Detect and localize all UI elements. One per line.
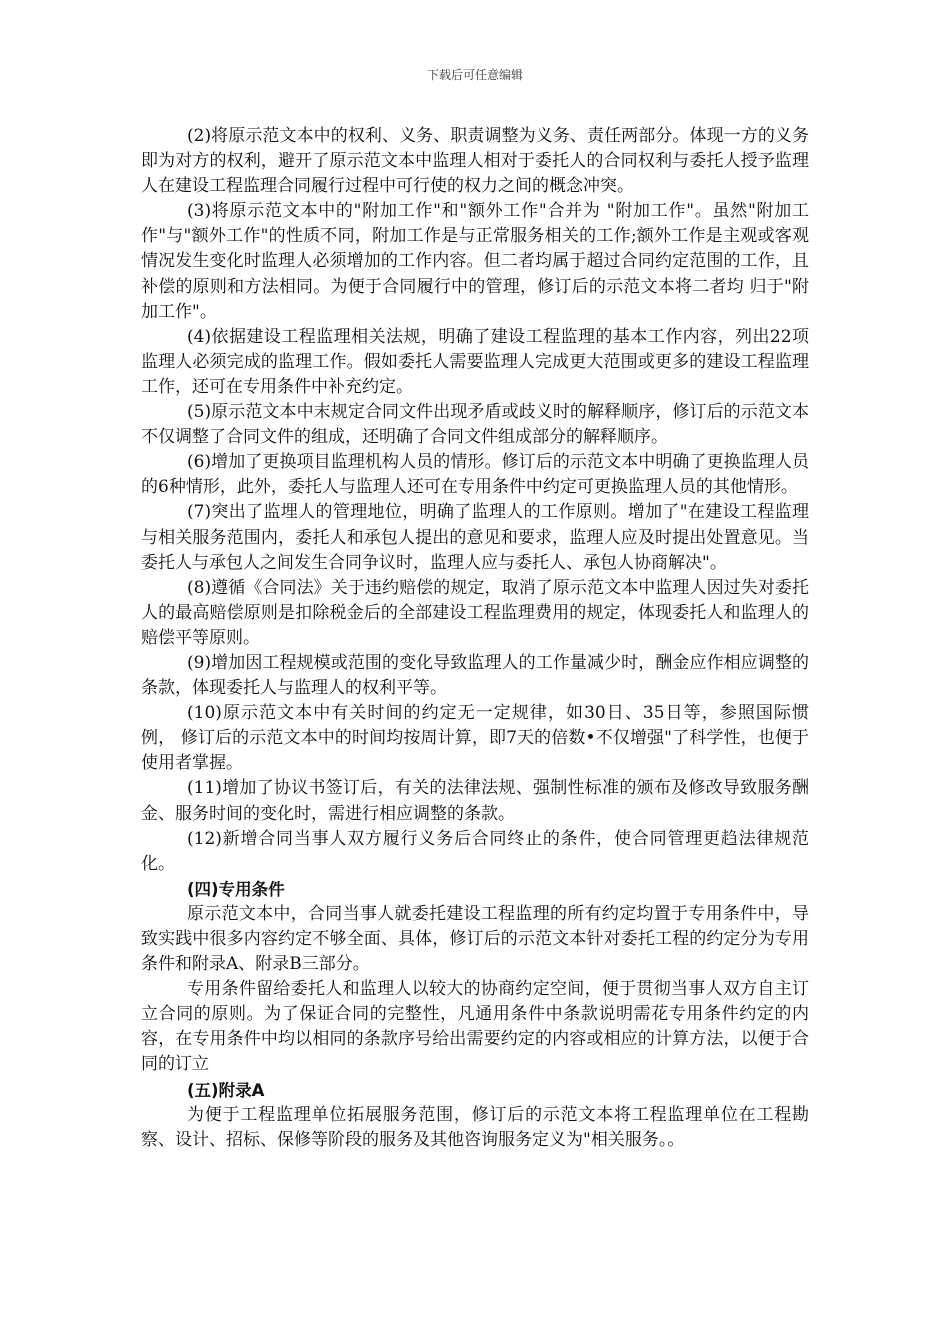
paragraph-6: (6)增加了更换项目监理机构人员的情形。修订后的示范文本中明确了更换监理人员 的6种情形，此外，委托人与监理人还可在专用条件中约定可更换监理人员的其他情形。 (141, 452, 809, 498)
page-header: 下载后可任意编辑 (426, 68, 523, 82)
paragraph-12: (12)新增合同当事人双方履行义务后合同终止的条件，使合同管理更趋法律规范化。 (141, 828, 809, 874)
section-heading-5: (五)附录A (187, 1080, 265, 1100)
section-heading-4: (四)专用条件 (187, 879, 285, 899)
paragraph-11: (11)增加了协议书签订后，有关的法律法规、强制性标准的颁布及修改导致服务酬金、服务时间的变化时，需进行相应调整的条款。 (141, 778, 809, 824)
paragraph-3: (3)将原示范文本中的"附加工作"和"额外工作"合并为 "附加工作"。虽然"附加工作"与"额外工作"的性质不同，附加工作是与正常服务相关的工作;额外工作是主观或客观情况发生变化时监理人必须增加的工作内容。但二者均属于超过合同约定范围的工作，且补偿的原则和方法相同。为便于合同履行中的管理，修订后的示范文本将二者均 归于"附加工作"。 (141, 201, 809, 322)
paragraph-9: (9)增加因工程规模或范围的变化导致监理人的工作量减少时，酬金应作相应调整的条款，体现委托人与监理人的权利平等。 (141, 652, 809, 699)
paragraph-10: (10)原示范文本中有关时间的约定无一定规律，如30日、35日等，参照国际惯例， 修订后的示范文本中的时间均按周计算，即7天的倍数•不仅增强"了科学性，也便于使用者掌握。 (141, 703, 809, 774)
paragraph-7: (7)突出了监埋人的管理地位，明确了监理人的工作原则。增加了"在建设工程监理与相关服务范围内，委托人和承包人提出的意见和要求，监理人应及时提出处置意见。当委托人与承包人之间发生合同争议时，监理人应与委托人、承包人协商解决"。 (141, 502, 809, 573)
paragraph-4: (4)依据建设工程监理相关法规，明确了建设工程监理的基本工作内容，列出22项监理人必须完成的监理工作。假如委托人需要监理人完成更大范围或更多的建设工程监理工作，还可在专用条件中补充约定。 (141, 326, 809, 397)
paragraph-8: (8)遵循《合同法》关于违约赔偿的规定，取消了原示范文本中监理人因过失对委托人的最高赔偿原则是扣除税金后的全部建设工程监理费用的规定，体现委托人和监理人的赔偿平等原则。 (141, 577, 809, 648)
document-body (141, 124, 809, 1153)
paragraph-5: (5)原示范文本中末规定合同文件出现矛盾或歧义时的解释顺序，修订后的示范文本不仅调整了合同文件的组成，还明确了合同文件组成部分的解释顺序。 (141, 402, 809, 448)
paragraph-special-2: 专用条件留给委托人和监理人以较大的协商约定空间，便于贯彻当事人双方自主订立合同的原则。为了保证合同的完整性，凡通用条件中条款说明需花专用条件约定的内容，在专用条件中均以相同的条款序号给出需要约定的内容或相应的计算方法，以便于合同的订立 (141, 979, 809, 1075)
paragraph-2: (2)将原示范文本中的权利、义务、职责调整为义务、责任两部分。体现一方的义务即为对方的权利，避开了原示范文本中监理人相对于委托人的合同权利与委托人授予监理人在建设工程监理合同履行过程中可行使的权力之间的概念冲突。 (141, 126, 809, 197)
paragraph-appendix-a: 为便于工程监理单位拓展服务范围，修订后的示范文本将工程监理单位在工程勘察、设计、招标、保修等阶段的服务及其他咨询服务定义为"相关服务。。 (141, 1104, 809, 1150)
paragraph-special-1: 原示范文本中，合同当事人就委托建设工程监理的所有约定均置于专用条件中，导致实践中很多内容约定不够全面、具体，修订后的示范文本针对委托工程的约定分为专用条件和附录A、附录B三部分。 (141, 903, 809, 975)
